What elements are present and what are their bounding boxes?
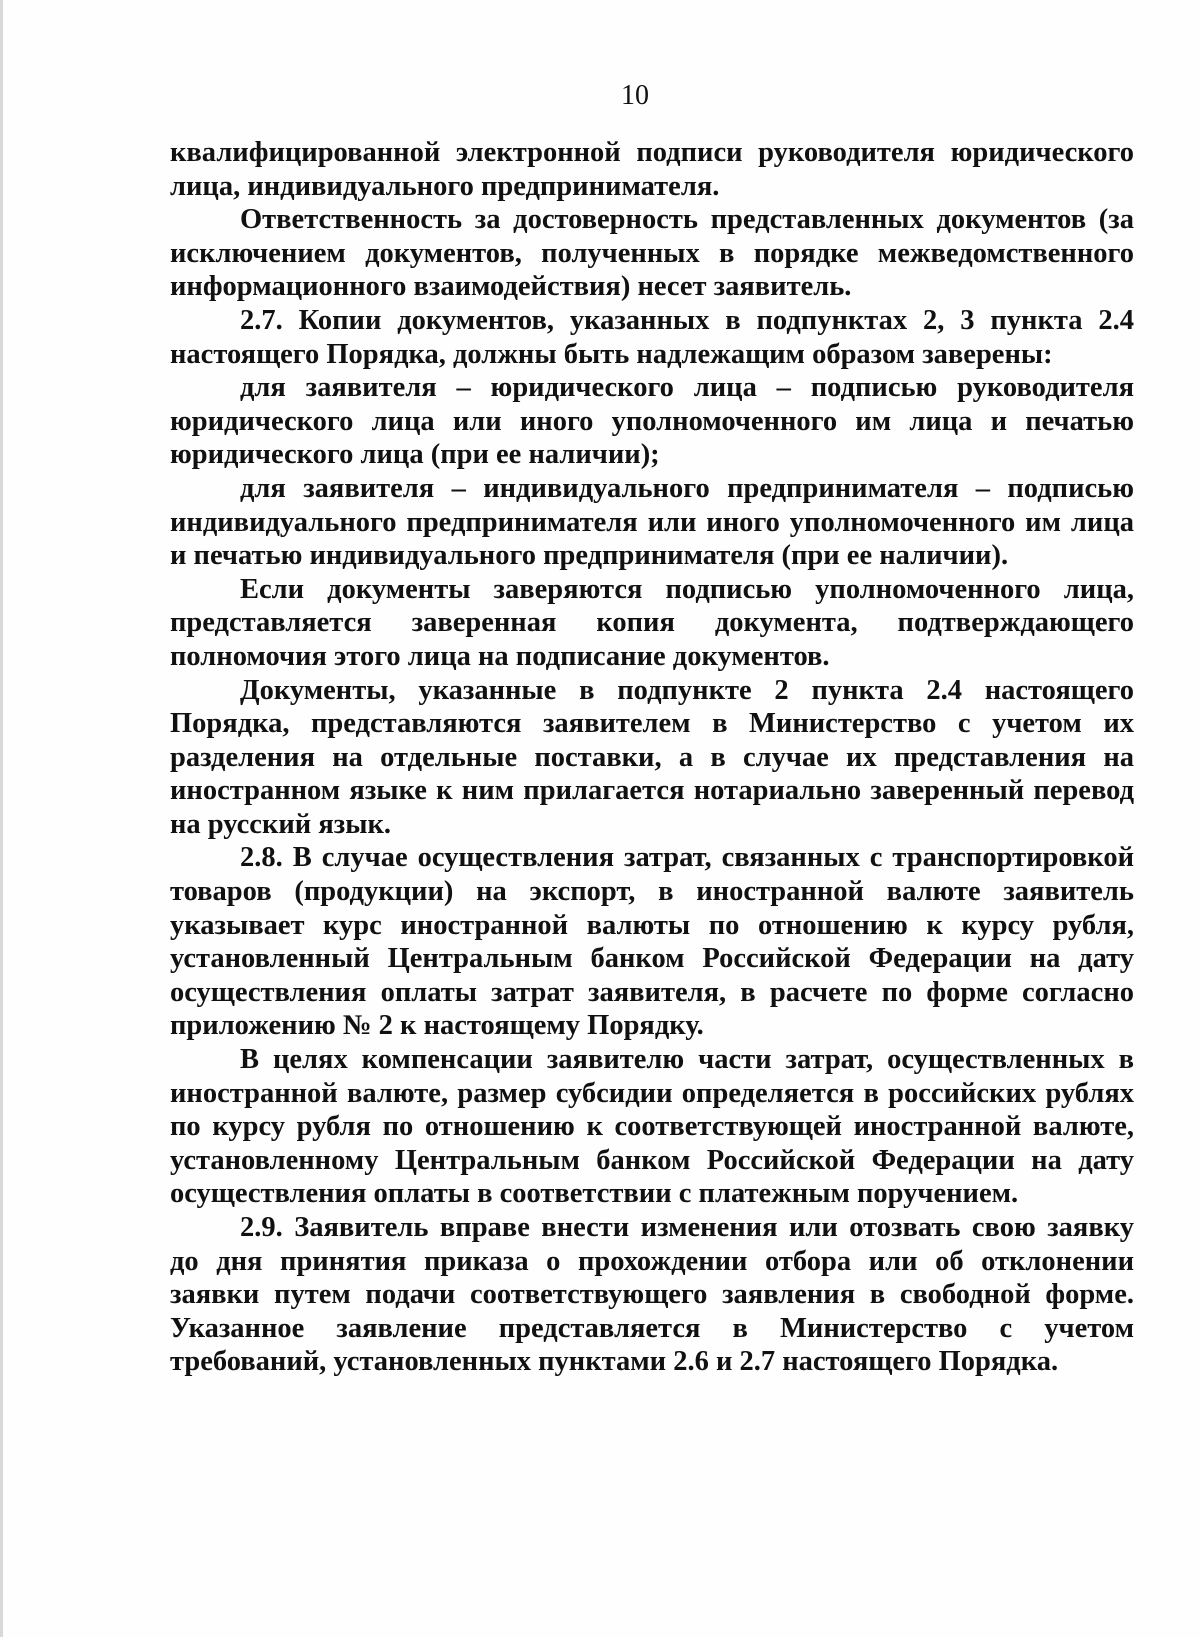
paragraph-5: для заявителя – индивидуального предпринимателя – подписью индивидуального предпринимателя или иного уполномоченного им лица и печатью индивидуального предпринимателя (при ее наличии). [170, 472, 1134, 572]
paragraph-3: 2.7. Копии документов, указанных в подпунктах 2, 3 пункта 2.4 настоящего Порядка, должны быть надлежащим образом заверены: [170, 304, 1134, 370]
document-body [170, 136, 1134, 1379]
paragraph-8: 2.8. В случае осуществления затрат, связанных с транспортировкой товаров (продукции) на экспорт, в иностранной валюте заявитель указывает курс иностранной валюты по отношению к курсу рубля, установленный Центральным банком Российской Федерации на дату осуществления оплаты затрат заявителя, в расчете по форме согласно приложению № 2 к настоящему Порядку. [170, 842, 1134, 1042]
paragraph-4: для заявителя – юридического лица – подписью руководителя юридического лица или иного уполномоченного им лица и печатью юридического лица (при ее наличии); [170, 372, 1134, 471]
page-number: 10 [621, 80, 649, 111]
scan-edge [0, 0, 3, 1637]
paragraph-10: 2.9. Заявитель вправе внести изменения или отозвать свою заявку до дня принятия приказа о прохождении отбора или об отклонении заявки путем подачи соответствующего заявления в свободной форме. Указанное заявление представляется в Министерство с учетом требований, установленных пунктами 2.6 и 2.7 настоящего Порядка. [170, 1212, 1134, 1378]
paragraph-1: квалифицированной электронной подписи руководителя юридического лица, индивидуального предпринимателя. [170, 137, 1134, 202]
paragraph-6: Если документы заверяются подписью уполномоченного лица, представляется заверенная копия документа, подтверждающего полномочия этого лица на подписание документов. [170, 573, 1134, 672]
paragraph-2: Ответственность за достоверность представленных документов (за исключением документов, полученных в порядке межведомственного информационного взаимодействия) несет заявитель. [170, 204, 1134, 303]
paragraph-9: В целях компенсации заявителю части затрат, осуществленных в иностранной валюте, размер субсидии определяется в российских рублях по курсу рубля по отношению к соответствующей иностранной валюте, установленному Центральным банком Российской Федерации на дату осуществления оплаты в соответствии с платежным поручением. [170, 1044, 1134, 1210]
paragraph-7: Документы, указанные в подпункте 2 пункта 2.4 настоящего Порядка, представляются заявителем в Министерство с учетом их разделения на отдельные поставки, а в случае их представления на иностранном языке к ним прилагается нотариально заверенный перевод на русский язык. [170, 674, 1134, 840]
